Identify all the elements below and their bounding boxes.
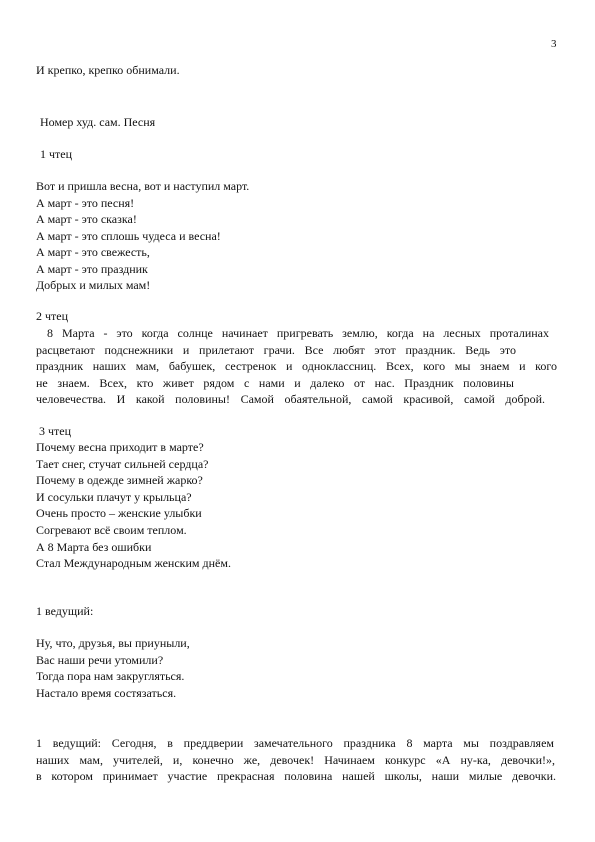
- poem-line: А март - это свежесть,: [36, 245, 150, 259]
- poem-line: А март - это праздник: [36, 262, 148, 276]
- paragraph-line: праздник наших мам, бабушек, сестренок и одноклассниц. Всех, кого мы знаем и кого: [36, 359, 557, 373]
- paragraph-line: 1 ведущий: Сегодня, в преддверии замечательного праздника 8 марта мы поздравляем: [36, 736, 554, 750]
- poem-line: А 8 Марта без ошибки: [36, 540, 152, 554]
- poem-line: Тает снег, стучат сильней сердца?: [36, 457, 209, 471]
- poem-line: Вас наши речи утомили?: [36, 653, 164, 667]
- speaker-label: 1 чтец: [40, 147, 73, 161]
- poem-line: Стал Международным женским днём.: [36, 556, 231, 570]
- poem-line: Тогда пора нам закругляться.: [36, 669, 185, 683]
- poem-line: Почему весна приходит в марте?: [36, 440, 204, 454]
- paragraph-line: в котором принимает участие прекрасная половина нашей школы, наши милые девочки.: [36, 769, 556, 783]
- paragraph-line: расцветают подснежники и прилетают грачи. Все любят этот праздник. Ведь это: [36, 343, 516, 357]
- poem-line: Очень просто – женские улыбки: [36, 506, 202, 520]
- speaker-label: 3 чтец: [39, 424, 72, 438]
- poem-line: Почему в одежде зимней жарко?: [36, 473, 203, 487]
- page-number: 3: [551, 38, 557, 50]
- poem-line: Ну, что, друзья, вы приуныли,: [36, 636, 190, 650]
- poem-line: Настало время состязаться.: [36, 686, 177, 700]
- speaker-label: 1 ведущий:: [36, 604, 94, 618]
- paragraph-line: 8 Марта - это когда солнце начинает пригревать землю, когда на лесных проталинах: [47, 326, 549, 340]
- poem-line: И крепко, крепко обнимали.: [36, 63, 180, 77]
- poem-line: Добрых и милых мам!: [36, 278, 151, 292]
- poem-line: А март - это сказка!: [36, 212, 137, 226]
- poem-line: Согревают всё своим теплом.: [36, 523, 187, 537]
- poem-line: А март - это песня!: [36, 196, 135, 210]
- section-heading: Номер худ. сам. Песня: [40, 115, 156, 129]
- poem-line: Вот и пришла весна, вот и наступил март.: [36, 179, 250, 193]
- poem-line: И сосульки плачут у крыльца?: [36, 490, 192, 504]
- paragraph-line: человечества. И какой половины! Самой обаятельной, самой красивой, самой доброй.: [36, 392, 545, 406]
- paragraph-line: не знаем. Всех, кто живет рядом с нами и далеко от нас. Праздник половины: [36, 376, 514, 390]
- paragraph-line: наших мам, учителей, и, конечно же, девочек! Начинаем конкурс «А ну-ка, девочки!»,: [36, 753, 555, 767]
- speaker-label: 2 чтец: [36, 309, 69, 323]
- poem-line: А март - это сплошь чудеса и весна!: [36, 229, 221, 243]
